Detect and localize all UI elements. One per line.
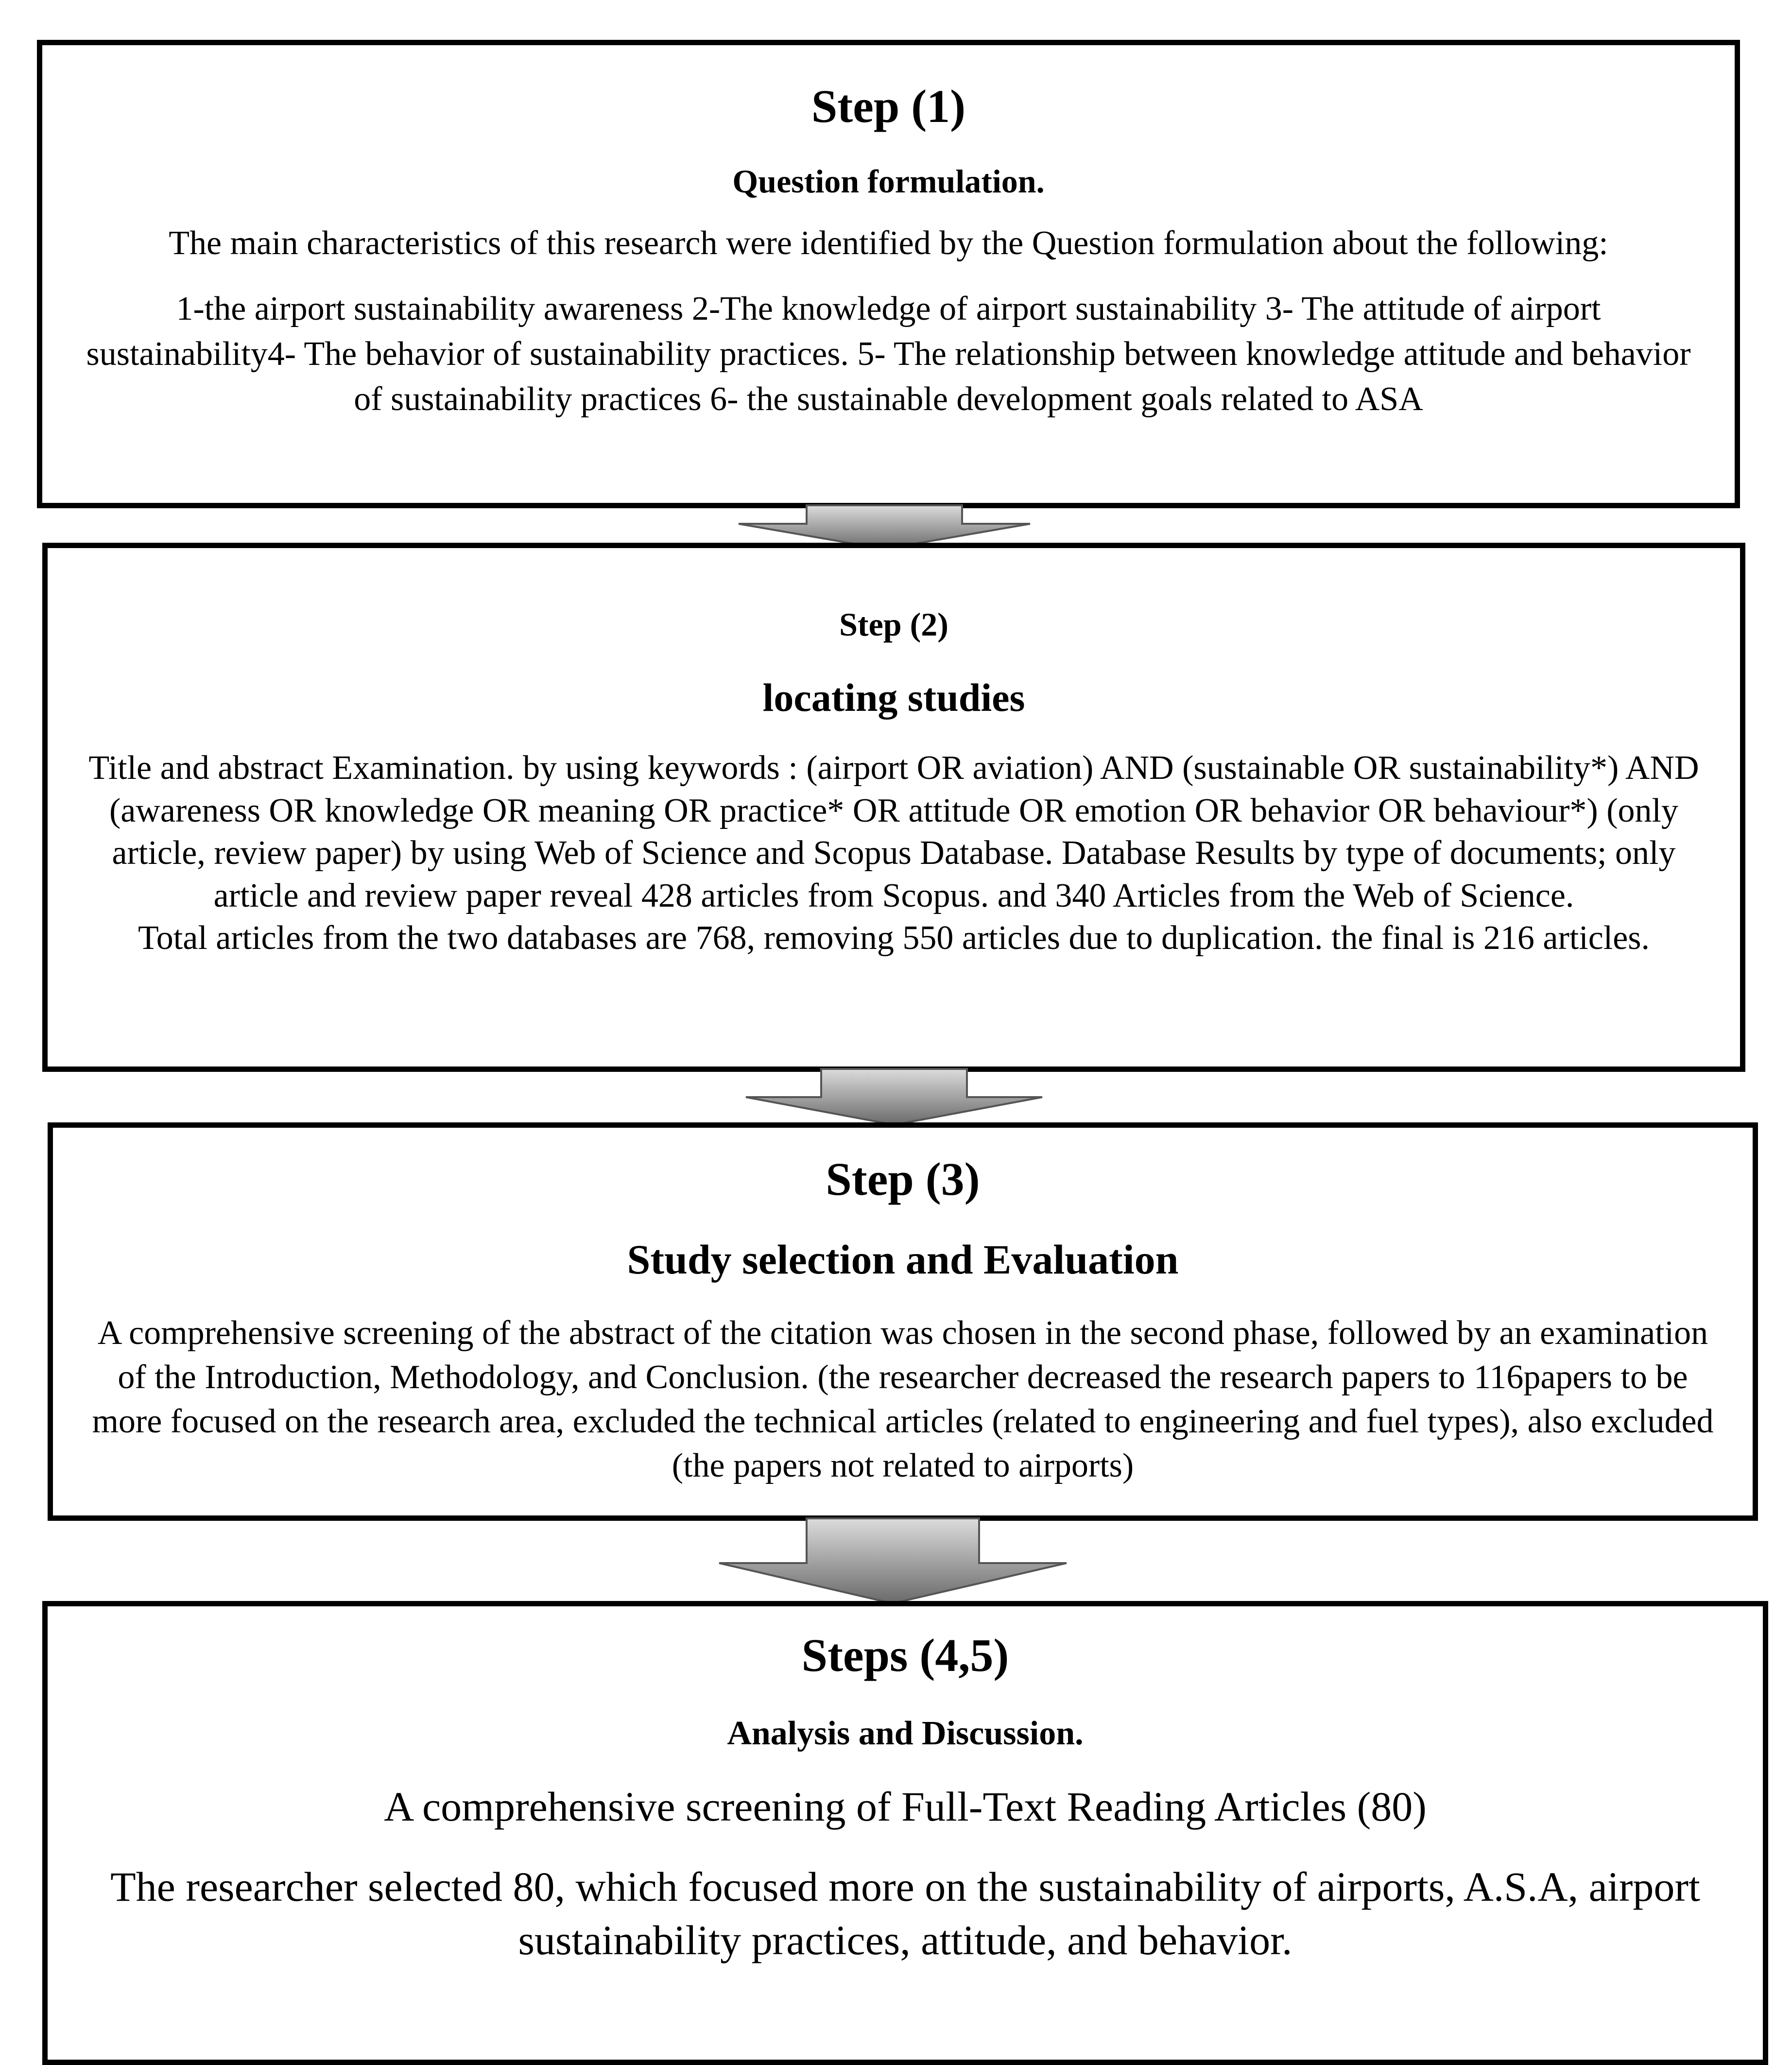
arrow-down-icon <box>746 1069 1042 1125</box>
step-1-subtitle: Question formulation. <box>732 163 1045 200</box>
step-1-title: Step (1) <box>811 80 966 132</box>
step-4-5-subtitle: Analysis and Discussion. <box>727 1715 1084 1752</box>
step-2-text-part-1: Title and abstract Examination. by using keywords : (airport OR aviation) AND (sustainable OR sustainability*) AND (awareness OR knowledge OR meaning OR practice* OR attitude OR emotion OR behavior OR behaviour*) (only article, review paper) by using Web of Science and Scopus Database. Database Results by type of documents; only article and review paper reveal 428 articles from Scopus. and 340 Articles from the Web of Science. <box>88 749 1699 914</box>
step-1-box <box>37 40 1740 508</box>
step-2-text <box>48 747 1740 960</box>
step-1-intro: The main characteristics of this research were identified by the Question formulation about the following: <box>169 224 1608 262</box>
step-3-text: A comprehensive screening of the abstract of the citation was chosen in the second phase, followed by an examination of the Introduction, Methodology, and Conclusion. (the researcher decreased the research papers to 116papers to be more focused on the research area, excluded the technical articles (related to engineering and fuel types), also excluded (the papers not related to airports) <box>92 1314 1714 1484</box>
step-4-5-text-2: The researcher selected 80, which focused more on the sustainability of airports, A.S.A, airport sustainability practices, attitude, and behavior. <box>110 1863 1700 1964</box>
step-2-box <box>42 543 1745 1072</box>
step-2-text-part-2: Total articles from the two databases are 768, removing 550 articles due to duplication. the final is 216 articles. <box>138 919 1650 957</box>
step-1-text: 1-the airport sustainability awareness 2-The knowledge of airport sustainability 3- The attitude of airport sustainability4- The behavior of sustainability practices. 5- The relationship between knowledge attitude and behavior of sustainability practices 6- the sustainable development goals related to ASA <box>86 290 1691 418</box>
step-3-box <box>48 1122 1758 1521</box>
step-3-subtitle: Study selection and Evaluation <box>627 1236 1179 1283</box>
step-4-5-box <box>42 1601 1768 2065</box>
step-4-5-text: A comprehensive screening of Full-Text Reading Articles (80) <box>384 1783 1427 1830</box>
step-2-title: Step (2) <box>839 606 948 643</box>
step-4-5-title: Steps (4,5) <box>801 1629 1009 1681</box>
step-2-subtitle: locating studies <box>762 675 1025 720</box>
step-3-title: Step (3) <box>826 1153 980 1205</box>
arrow-down-icon <box>719 1518 1067 1603</box>
